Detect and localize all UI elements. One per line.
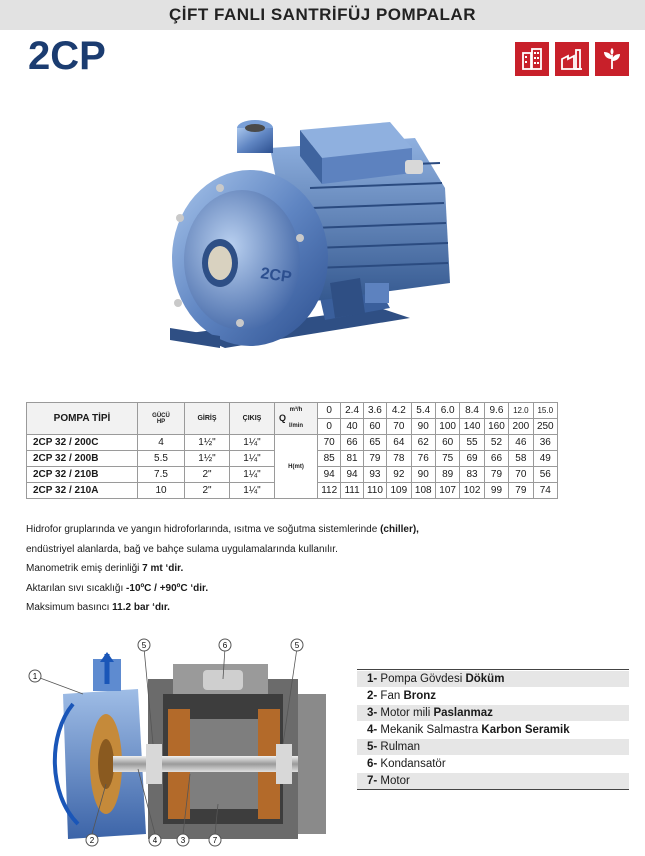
svg-text:1: 1	[32, 672, 38, 681]
cutaway-diagram	[18, 634, 336, 850]
inlet-header: GİRİŞ	[185, 403, 230, 435]
table-row: 2CP 32 / 210A 10 2" 1¼" 112 111 110 109 108 107 102 99 79 74	[27, 483, 558, 499]
description	[26, 520, 419, 618]
q-m3h-2: 3.6	[363, 403, 386, 419]
power-header: GÜCÜ HP	[138, 403, 185, 435]
application-icons	[515, 42, 629, 76]
svg-text:5: 5	[294, 641, 300, 650]
q-lmin-9: 250	[533, 419, 557, 435]
pump-label: 2CP	[259, 265, 293, 287]
factory-icon	[555, 42, 589, 76]
type-header: POMPA TİPİ	[27, 403, 138, 435]
parts-legend	[357, 669, 629, 790]
svg-text:6: 6	[222, 641, 228, 650]
outlet-header: ÇIKIŞ	[230, 403, 275, 435]
performance-table	[26, 402, 558, 499]
desc-line-3: Manometrik emiş derinliği 7 mt ‘dir.	[26, 563, 184, 574]
svg-text:7: 7	[212, 836, 218, 845]
q-lmin-0: 0	[318, 419, 341, 435]
table-row: 2CP 32 / 210B 7.5 2" 1¼" 94 94 93 92 90 89 83 79 70 56	[27, 467, 558, 483]
q-m3h-7: 9.6	[484, 403, 508, 419]
q-lmin-7: 160	[484, 419, 508, 435]
svg-text:4: 4	[152, 836, 158, 845]
q-m3h-6: 8.4	[460, 403, 484, 419]
legend-item: 3- Motor mili Paslanmaz	[357, 704, 629, 721]
q-lmin-8: 200	[509, 419, 533, 435]
legend-item: 6- Kondansatör	[357, 755, 629, 772]
q-m3h-5: 6.0	[435, 403, 459, 419]
legend-item: 5- Rulman	[357, 738, 629, 755]
svg-text:5: 5	[141, 641, 147, 650]
q-m3h-9: 15.0	[533, 403, 557, 419]
q-m3h-3: 4.2	[387, 403, 411, 419]
h-header: H(mt)	[275, 435, 318, 499]
q-lmin-4: 90	[411, 419, 435, 435]
q-lmin-2: 60	[363, 419, 386, 435]
q-lmin-6: 140	[460, 419, 484, 435]
svg-text:3: 3	[180, 836, 186, 845]
building-icon	[515, 42, 549, 76]
q-header: m³/h Q l/min	[275, 403, 318, 435]
q-lmin-1: 40	[341, 419, 363, 435]
pump-image	[150, 108, 485, 358]
q-m3h-8: 12.0	[509, 403, 533, 419]
legend-item: 4- Mekanik Salmastra Karbon Seramik	[357, 721, 629, 738]
legend-item: 2- Fan Bronz	[357, 687, 629, 704]
q-lmin-3: 70	[387, 419, 411, 435]
q-lmin-5: 100	[435, 419, 459, 435]
table-row: 2CP 32 / 200B 5.5 1½" 1¼" 85 81 79 78 76 75 69 66 58 49	[27, 451, 558, 467]
q-m3h-4: 5.4	[411, 403, 435, 419]
desc-line-1: Hidrofor gruplarında ve yangın hidroforlarında, ısıtma ve soğutma sistemlerinde (chiller),	[26, 524, 419, 535]
plant-icon	[595, 42, 629, 76]
legend-item: 7- Motor	[357, 772, 629, 789]
desc-line-4: Aktarılan sıvı sıcaklığı -10ºC / +90ºC ‘dir.	[26, 582, 209, 594]
q-m3h-1: 2.4	[341, 403, 363, 419]
banner-title: ÇİFT FANLI SANTRİFÜJ POMPALAR	[0, 0, 645, 30]
legend-item: 1- Pompa Gövdesi Döküm	[357, 670, 629, 687]
desc-line-2: endüstriyel alanlarda, bağ ve bahçe sulama uygulamalarında kullanılır.	[26, 543, 338, 555]
svg-text:2: 2	[89, 836, 95, 845]
table-row: 2CP 32 / 200C 4 1½" 1¼" H(mt) 70 66 65 64 62 60 55 52 46 36	[27, 435, 558, 451]
model-title: 2CP	[28, 34, 106, 78]
desc-line-5: Maksimum basıncı 11.2 bar ‘dır.	[26, 602, 170, 613]
q-m3h-0: 0	[318, 403, 341, 419]
